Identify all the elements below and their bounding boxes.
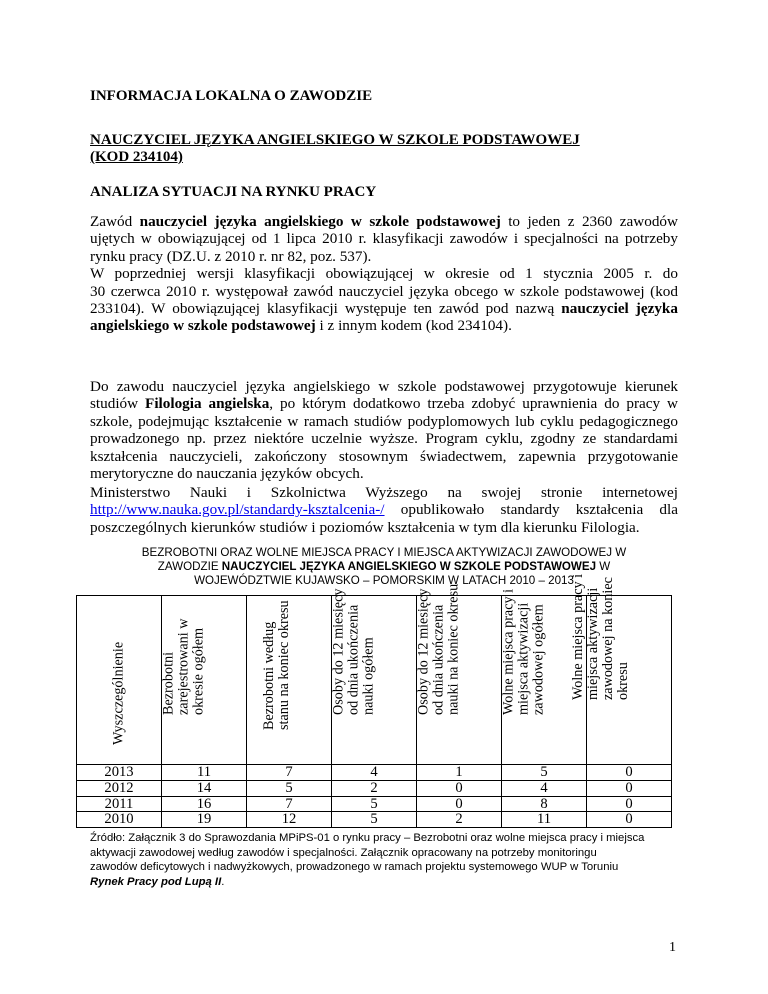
occupation-name: NAUCZYCIEL JĘZYKA ANGIELSKIEGO W SZKOLE PODSTAWOWEJ <box>90 132 580 148</box>
value-cell: 19 <box>162 812 247 828</box>
section-heading: ANALIZA SYTUACJI NA RYNKU PRACY <box>90 184 377 200</box>
table-row <box>77 765 672 781</box>
header-cell: Bezrobotni zarejestrowani w okresie ogółem <box>162 596 247 765</box>
value-cell: 4 <box>332 765 417 781</box>
header-cell: Osoby do 12 miesięcy od dnia ukończenia nauki na koniec okresu <box>417 596 502 765</box>
year-cell: 2010 <box>77 812 162 828</box>
table-header-row <box>77 596 672 765</box>
source-note: Źródło: Załącznik 3 do Sprawozdania MPiPS-01 o rynku pracy – Bezrobotni oraz wolne miejsca pracy i miejsca aktywacji zawodowej według zawodów i specjalności. Załącznik opracowany na potrzeby monitoringu zawodów deficytowych i nadwyżkowych, prowadzonego w ramach projektu systemowego WUP w Toruniu Rynek Pracy pod Lupą II. <box>90 832 645 888</box>
value-cell: 11 <box>502 812 587 828</box>
value-cell: 16 <box>162 796 247 812</box>
header-cell: Bezrobotni według stanu na koniec okresu <box>247 596 332 765</box>
paragraph-classification: Zawód nauczyciel języka angielskiego w szkole podstawowej to jeden z 2360 zawodów ujętych w obowiązującej od 1 lipca 2010 r. klasyfikacji zawodów i specjalności na potrzeby rynku pracy (DZ.U. z 2010 r. nr 82, poz. 537). W poprzedniej wersji klasyfikacji obowiązującej w okresie od 1 stycznia 2005 r. do 30 czerwca 2010 r. występował zawód nauczyciel języka obcego w szkole podstawowej (kod 233104). W obowiązującej klasyfikacji występuje ten zawód pod nazwą nauczyciel języka angielskiego w szkole podstawowej i z innym kodem (kod 234104). <box>90 213 678 335</box>
statistics-table <box>76 573 672 828</box>
value-cell: 0 <box>587 796 672 812</box>
table-row <box>77 796 672 812</box>
occupation-heading <box>90 132 580 166</box>
value-cell: 0 <box>587 780 672 796</box>
value-cell: 5 <box>247 780 332 796</box>
value-cell: 2 <box>332 780 417 796</box>
table-row <box>77 780 672 796</box>
value-cell: 12 <box>247 812 332 828</box>
value-cell: 5 <box>332 812 417 828</box>
table-row <box>77 812 672 828</box>
year-cell: 2012 <box>77 780 162 796</box>
value-cell: 0 <box>587 812 672 828</box>
header-cell: Osoby do 12 miesięcy od dnia ukończenia nauki ogółem <box>332 596 417 765</box>
header-cell: Wolne miejsca pracy i miejsca aktywizacji zawodowej ogółem <box>502 596 587 765</box>
value-cell: 11 <box>162 765 247 781</box>
value-cell: 1 <box>417 765 502 781</box>
value-cell: 8 <box>502 796 587 812</box>
header-cell: Wolne miejsca pracy i miejsca aktywizacji zawodowej na koniec okresu <box>587 596 672 765</box>
value-cell: 5 <box>332 796 417 812</box>
year-cell: 2011 <box>77 796 162 812</box>
value-cell: 14 <box>162 780 247 796</box>
standards-link[interactable]: http://www.nauka.gov.pl/standardy-ksztalcenia-/ <box>90 501 385 519</box>
value-cell: 7 <box>247 765 332 781</box>
value-cell: 0 <box>417 780 502 796</box>
header-cell <box>77 596 162 765</box>
header-text-0: Wyszczególnienie <box>110 641 127 745</box>
value-cell: 7 <box>247 796 332 812</box>
value-cell: 0 <box>417 796 502 812</box>
document-title: INFORMACJA LOKALNA O ZAWODZIE <box>90 88 373 104</box>
occupation-code: (KOD 234104) <box>90 149 183 165</box>
value-cell: 5 <box>502 765 587 781</box>
value-cell: 4 <box>502 780 587 796</box>
value-cell: 0 <box>587 765 672 781</box>
year-cell: 2013 <box>77 765 162 781</box>
paragraph-standards: Ministerstwo Nauki i Szkolnictwa Wyższego na swojej stronie internetowej http://www.nauka.gov.pl/standardy-ksztalcenia-/ opublikowało standardy kształcenia dla poszczególnych kierunków studiów i poziomów kształcenia w tym dla kierunku Filologia. <box>90 484 678 536</box>
value-cell: 2 <box>417 812 502 828</box>
table-caption: BEZROBOTNI ORAZ WOLNE MIEJSCA PRACY I MIEJSCA AKTYWIZACJI ZAWODOWEJ W ZAWODZIE NAUCZYCIEL JĘZYKA ANGIELSKIEGO W SZKOLE PODSTAWOWEJ W WOJEWÓDZTWIE KUJAWSKO – POMORSKIM W LATACH 2010 – 2013 <box>141 546 627 587</box>
paragraph-education: Do zawodu nauczyciel języka angielskiego w szkole podstawowej przygotowuje kierunek studiów Filologia angielska, po którym dodatkowo trzeba zdobyć uprawnienia do pracy w szkole, podejmując kształcenie w ramach studiów podyplomowych lub cyklu pedagogicznego prowadzonego np. przez niektóre uczelnie wyższe. Program cyklu, zgodny ze standardami kształcenia nauczycieli, zakończony stosownym świadectwem, zapewnia przygotowanie merytoryczne do nauczania języków obcych. <box>90 378 679 483</box>
page-number: 1 <box>669 940 676 955</box>
